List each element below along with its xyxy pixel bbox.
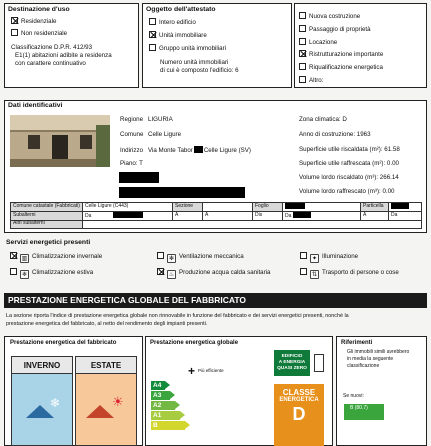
subalterni-label: Subalterni xyxy=(11,211,83,220)
servizio-clima-inv[interactable] xyxy=(10,252,102,263)
lightbulb-icon: ✦ xyxy=(311,256,318,262)
ristrutturazione-label: Ristrutturazione importante xyxy=(309,51,384,58)
nzeb-line-3: QUASI ZERO xyxy=(277,365,307,371)
oggetto-panel xyxy=(142,3,292,88)
clima-est-label: Climatizzazione estiva xyxy=(32,269,94,276)
servizio-ventilazione[interactable] xyxy=(157,252,244,263)
riqualificazione-label: Riqualificazione energetica xyxy=(309,64,383,71)
inverno-box xyxy=(11,356,73,446)
nuovi-label: Se nuovi: xyxy=(343,393,364,399)
option-residenziale[interactable] xyxy=(11,17,56,25)
riferimenti-panel xyxy=(336,336,427,446)
nzeb-line-2: A ENERGIA xyxy=(278,359,306,365)
checkbox[interactable] xyxy=(299,25,306,32)
classe-value: D xyxy=(292,404,306,425)
checkbox[interactable] xyxy=(299,63,306,70)
regione-label: Regione xyxy=(120,116,144,123)
redacted-number xyxy=(194,146,203,153)
vol-risc-text: Volume lordo riscaldato (m³): 266.14 xyxy=(299,174,399,181)
option-locazione[interactable] xyxy=(299,38,337,46)
indirizzo-label: Indirizzo xyxy=(120,147,144,154)
trasporto-label: Trasporto di persone o cose xyxy=(322,269,399,276)
da-label: Da xyxy=(84,212,92,219)
catasto-foglio-value[interactable] xyxy=(282,203,360,212)
illuminazione-label: Illuminazione xyxy=(322,253,359,260)
checkbox-checked[interactable] xyxy=(157,268,164,275)
redacted-block xyxy=(119,187,245,198)
estate-box xyxy=(75,356,137,446)
indirizzo-row xyxy=(120,146,251,154)
subalterni-a: A xyxy=(172,211,202,220)
comune-label: Comune xyxy=(120,131,144,138)
catasto-particella-label: Particella xyxy=(360,203,388,212)
nzeb-switch xyxy=(314,354,324,372)
altri-row xyxy=(11,220,422,228)
destinazione-panel xyxy=(4,3,139,88)
oggetto-title: Oggetto dell'attestato xyxy=(146,6,216,13)
servizio-clima-est[interactable] xyxy=(10,268,93,279)
catasto-sezione-value[interactable] xyxy=(202,203,252,212)
house-icon xyxy=(26,405,54,418)
class-bar-a4: A4 xyxy=(151,381,165,390)
catasto-row xyxy=(11,203,422,212)
option-unita[interactable] xyxy=(149,31,207,39)
inverno-label: INVERNO xyxy=(12,357,72,374)
checkbox[interactable] xyxy=(299,76,306,83)
elevator-icon: ⇅ xyxy=(311,272,318,278)
classe-line-1: CLASSE xyxy=(282,388,316,397)
checkbox[interactable] xyxy=(149,44,156,51)
radiator-icon: ▥ xyxy=(21,256,28,262)
prestazione-banner xyxy=(4,293,427,308)
residenziale-label: Residenziale xyxy=(21,18,57,25)
option-passaggio[interactable] xyxy=(299,25,371,33)
subalterni-da-2 xyxy=(282,211,360,220)
numero-text-2: di cui è composto l'edificio: 6 xyxy=(160,67,239,74)
class-bar-b: B xyxy=(151,421,185,430)
option-intero[interactable] xyxy=(149,18,196,26)
checkbox[interactable] xyxy=(10,268,17,275)
checkbox[interactable] xyxy=(300,252,307,259)
rif-line-3: classificazione xyxy=(347,363,380,369)
classe-badge xyxy=(274,384,324,446)
checkbox-checked[interactable] xyxy=(10,252,17,259)
snowflake-icon: ❄ xyxy=(50,396,61,410)
continuativo-text: con carattere continuativo xyxy=(15,60,86,67)
checkbox[interactable] xyxy=(299,38,306,45)
catasto-comune-value: Celle Ligure (C443) xyxy=(82,203,172,212)
redacted-block xyxy=(119,172,159,183)
class-bar-a1: A1 xyxy=(151,411,180,420)
regione-row xyxy=(120,116,173,123)
checkbox-checked[interactable] xyxy=(299,50,306,57)
option-altro[interactable] xyxy=(299,76,323,84)
option-nuova[interactable] xyxy=(299,12,360,20)
catasto-particella-value[interactable] xyxy=(388,203,421,212)
rif-line-2: in media la seguente xyxy=(347,356,394,362)
regione-value: LIGURIA xyxy=(148,116,173,123)
fabbricato-title: Prestazione energetica del fabbricato xyxy=(10,340,117,346)
sup-raff-text: Superficie utile raffrescata (m²): 0.00 xyxy=(299,160,399,167)
dati-title: Dati identificativi xyxy=(8,102,63,109)
comune-row xyxy=(120,131,181,138)
nuova-label: Nuova costruzione xyxy=(309,13,361,20)
prestazione-desc-1: La sezione riporta l'indice di prestazione energetica globale non rinnovabile in funzione del fabbricato e dei servizi energetici presenti, nonché la xyxy=(6,313,349,319)
estate-label: ESTATE xyxy=(76,357,136,374)
a-label: A xyxy=(204,211,209,218)
subalterni-row xyxy=(11,211,422,220)
shower-icon: ♨ xyxy=(168,272,175,278)
option-ristrutturazione[interactable] xyxy=(299,50,383,58)
servizio-illuminazione[interactable] xyxy=(300,252,358,263)
option-riqualificazione[interactable] xyxy=(299,63,383,71)
building-photo xyxy=(10,115,110,167)
catasto-table xyxy=(10,202,422,229)
option-non-residenziale[interactable] xyxy=(11,29,67,37)
unita-label: Unità immobiliare xyxy=(159,32,207,39)
subalterni-a-2: A xyxy=(360,211,388,220)
locazione-label: Locazione xyxy=(309,39,338,46)
clima-inv-label: Climatizzazione invernale xyxy=(32,253,103,260)
fabbricato-panel xyxy=(4,336,143,446)
globale-title: Prestazione energetica globale xyxy=(150,340,239,346)
air-conditioner-icon: ❄ xyxy=(21,272,28,278)
servizio-trasporto[interactable] xyxy=(300,268,399,279)
subalterni-dis: Dis xyxy=(252,211,282,220)
piano-text: Piano: T xyxy=(120,160,143,167)
e1-text: E1(1) abitazioni adibite a residenza xyxy=(15,52,112,59)
comune-value: Celle Ligure xyxy=(148,131,182,138)
option-gruppo[interactable] xyxy=(149,44,226,52)
da-label-2: Da xyxy=(284,212,292,219)
checkbox[interactable] xyxy=(11,29,18,36)
checkbox-checked[interactable] xyxy=(11,17,18,24)
acqua-label: Produzione acqua calda sanitaria xyxy=(179,269,271,276)
globale-panel xyxy=(145,336,333,446)
altri-label: Altri subalterni xyxy=(11,220,83,228)
sun-icon: ☀ xyxy=(112,394,124,409)
rif-line-1: Gli immobili simili avrebbero xyxy=(347,349,410,355)
altro-label: Altro: xyxy=(309,77,324,84)
passaggio-label: Passaggio di proprietà xyxy=(309,26,371,33)
subalterni-da xyxy=(82,211,172,220)
subalterni-da-3: Da xyxy=(388,211,421,220)
riferimenti-title: Riferimenti xyxy=(341,340,373,346)
motivazione-panel xyxy=(294,3,427,88)
nuovi-badge xyxy=(344,404,384,420)
ventilazione-label: Ventilazione meccanica xyxy=(179,253,244,260)
zona-text: Zona climatica: D xyxy=(299,116,347,123)
gruppo-label: Gruppo unità immobiliari xyxy=(159,45,227,52)
indirizzo-city: Celle Ligure (SV) xyxy=(203,147,251,154)
catasto-foglio-label: Foglio xyxy=(252,203,282,212)
prestazione-desc-2: prestazione energetica del fabbricato, al netto del rendimento degli impianti presenti. xyxy=(6,321,208,327)
nuovi-value: B (80.7) xyxy=(350,405,368,411)
classificazione-text: Classificazione D.P.R. 412/93 xyxy=(11,44,93,51)
indirizzo-street: Via Monte Tabor xyxy=(148,147,193,154)
class-bar-a2: A2 xyxy=(151,401,175,410)
dati-panel xyxy=(4,100,427,233)
subalterni-cell xyxy=(202,211,252,220)
checkbox[interactable] xyxy=(149,18,156,25)
checkbox[interactable] xyxy=(157,252,164,259)
destinazione-title: Destinazione d'uso xyxy=(8,6,70,13)
checkbox-checked[interactable] xyxy=(149,31,156,38)
anno-text: Anno di costruzione: 1963 xyxy=(299,131,371,138)
numero-text-1: Numero unità immobiliari xyxy=(160,59,229,66)
servizi-title: Servizi energetici presenti xyxy=(6,239,91,246)
altri-value[interactable] xyxy=(82,220,421,228)
nzeb-badge xyxy=(274,350,310,376)
servizio-acqua[interactable] xyxy=(157,268,271,279)
fan-icon: ✻ xyxy=(168,256,175,262)
intero-label: Intero edificio xyxy=(159,19,196,26)
checkbox[interactable] xyxy=(299,12,306,19)
catasto-comune-label: Comune catastale (Fabbricati) xyxy=(11,203,83,212)
piu-efficiente-label: Più efficiente xyxy=(198,368,224,373)
nzeb-line-1: EDIFICIO xyxy=(281,354,303,359)
classe-line-2: ENERGETICA xyxy=(279,397,319,404)
non-residenziale-label: Non residenziale xyxy=(21,30,68,37)
vol-raff-text: Volume lordo raffrescato (m³): 0.00 xyxy=(299,188,395,195)
checkbox[interactable] xyxy=(300,268,307,275)
sup-risc-text: Superficie utile riscaldata (m²): 61.58 xyxy=(299,146,400,153)
house-icon xyxy=(86,405,114,418)
prestazione-banner-title: PRESTAZIONE ENERGETICA GLOBALE DEL FABBRICATO xyxy=(8,295,247,305)
plus-icon: + xyxy=(188,364,196,378)
catasto-sezione-label: Sezione xyxy=(172,203,202,212)
class-bar-a3: A3 xyxy=(151,391,170,400)
